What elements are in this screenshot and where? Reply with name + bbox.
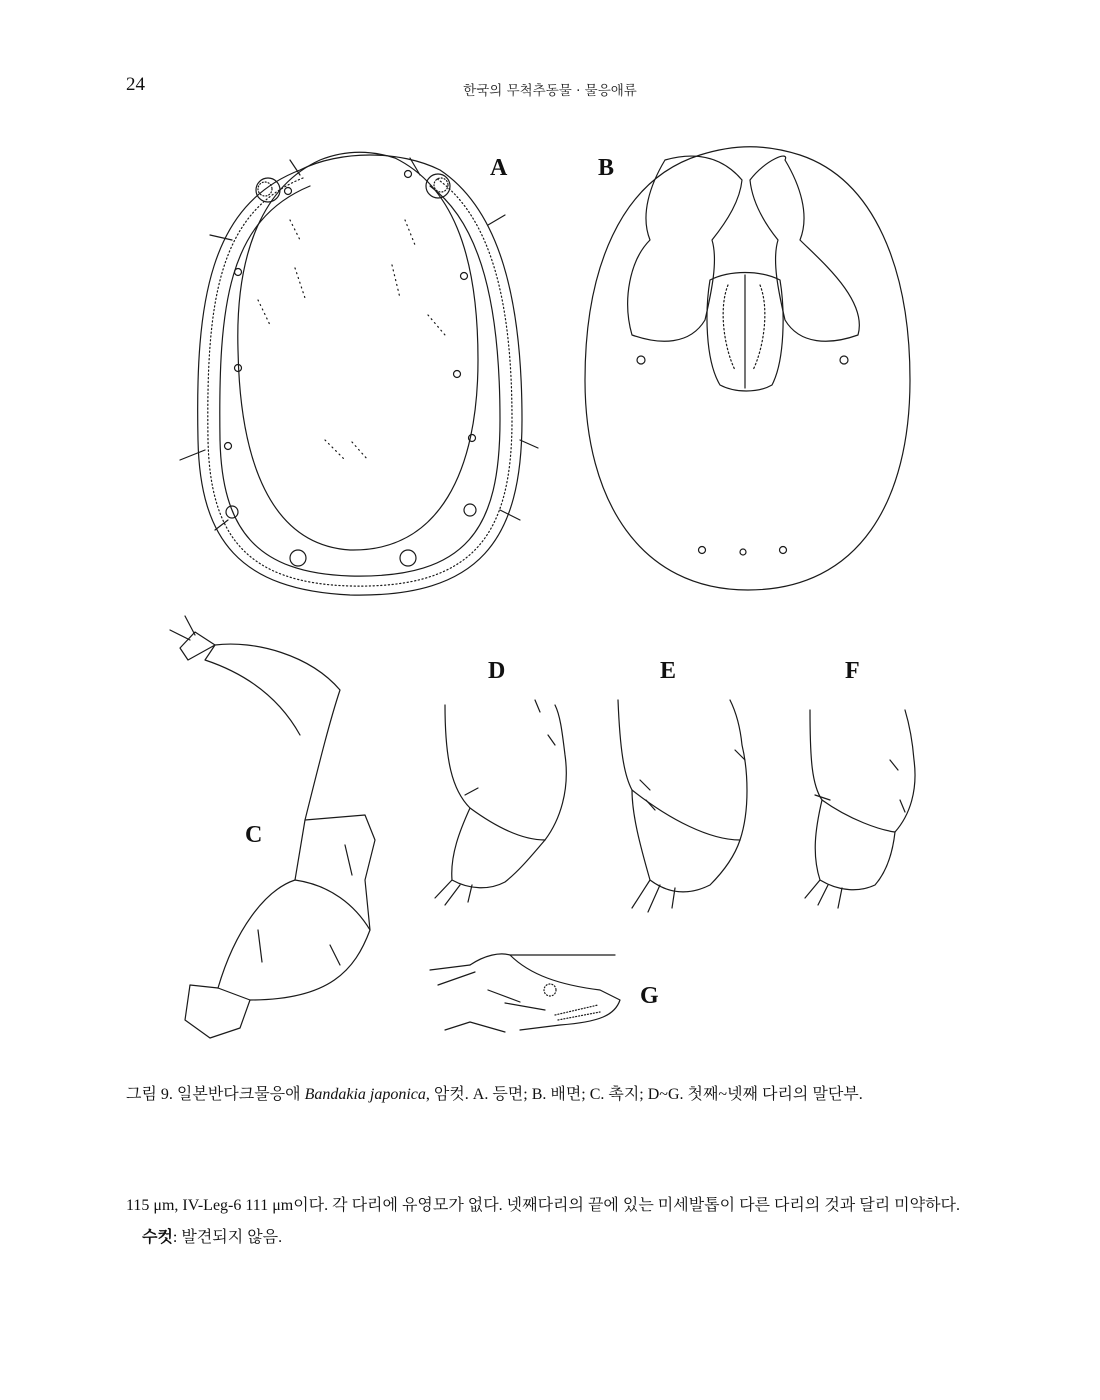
panel-label-g: G [640, 983, 659, 1009]
panel-label-e: E [660, 658, 677, 684]
panel-label-f: F [845, 658, 860, 684]
figure-caption [126, 1080, 976, 1110]
coxal-plates-left [628, 156, 742, 341]
leg-i-tip-drawing [435, 700, 566, 905]
panel-label-a: A [490, 155, 508, 181]
panel-label-b: B [598, 155, 615, 181]
running-title: 한국의 무척추동물 · 물응애류 [463, 83, 637, 99]
male-note [126, 1221, 976, 1253]
ventral-view-drawing [585, 147, 910, 590]
body-text [126, 1190, 976, 1253]
leg-ii-tip-drawing [618, 700, 747, 912]
page-number: 24 [126, 74, 145, 95]
male-text: : 발견되지 않음. [172, 1229, 283, 1246]
leg-iv-tip-drawing [430, 954, 620, 1032]
caption-species: Bandakia japonica [304, 1086, 426, 1103]
panel-label-d: D [488, 658, 506, 684]
panel-label-c: C [245, 822, 263, 848]
leg-iii-tip-drawing [805, 710, 915, 908]
male-label: 수컷 [142, 1227, 173, 1246]
body-paragraph: 115 μm, IV-Leg-6 111 μm이다. 각 다리에 유영모가 없다. 넷째다리의 끝에 있는 미세발톱이 다른 다리의 것과 달리 미약하다. [126, 1197, 960, 1214]
palp-drawing [170, 616, 375, 1038]
caption-prefix: 그림 9. 일본반다크물응애 [126, 1086, 305, 1103]
ventral-outline [585, 147, 910, 590]
dorsal-view-drawing [180, 152, 538, 595]
dorsal-rim-outline [208, 178, 512, 586]
caption-suffix: , 암컷. A. 등면; B. 배면; C. 촉지; D~G. 첫째~넷째 다리의 말단부. [425, 1086, 863, 1103]
dorsal-shield [238, 152, 478, 550]
coxal-plates-right [750, 156, 859, 341]
